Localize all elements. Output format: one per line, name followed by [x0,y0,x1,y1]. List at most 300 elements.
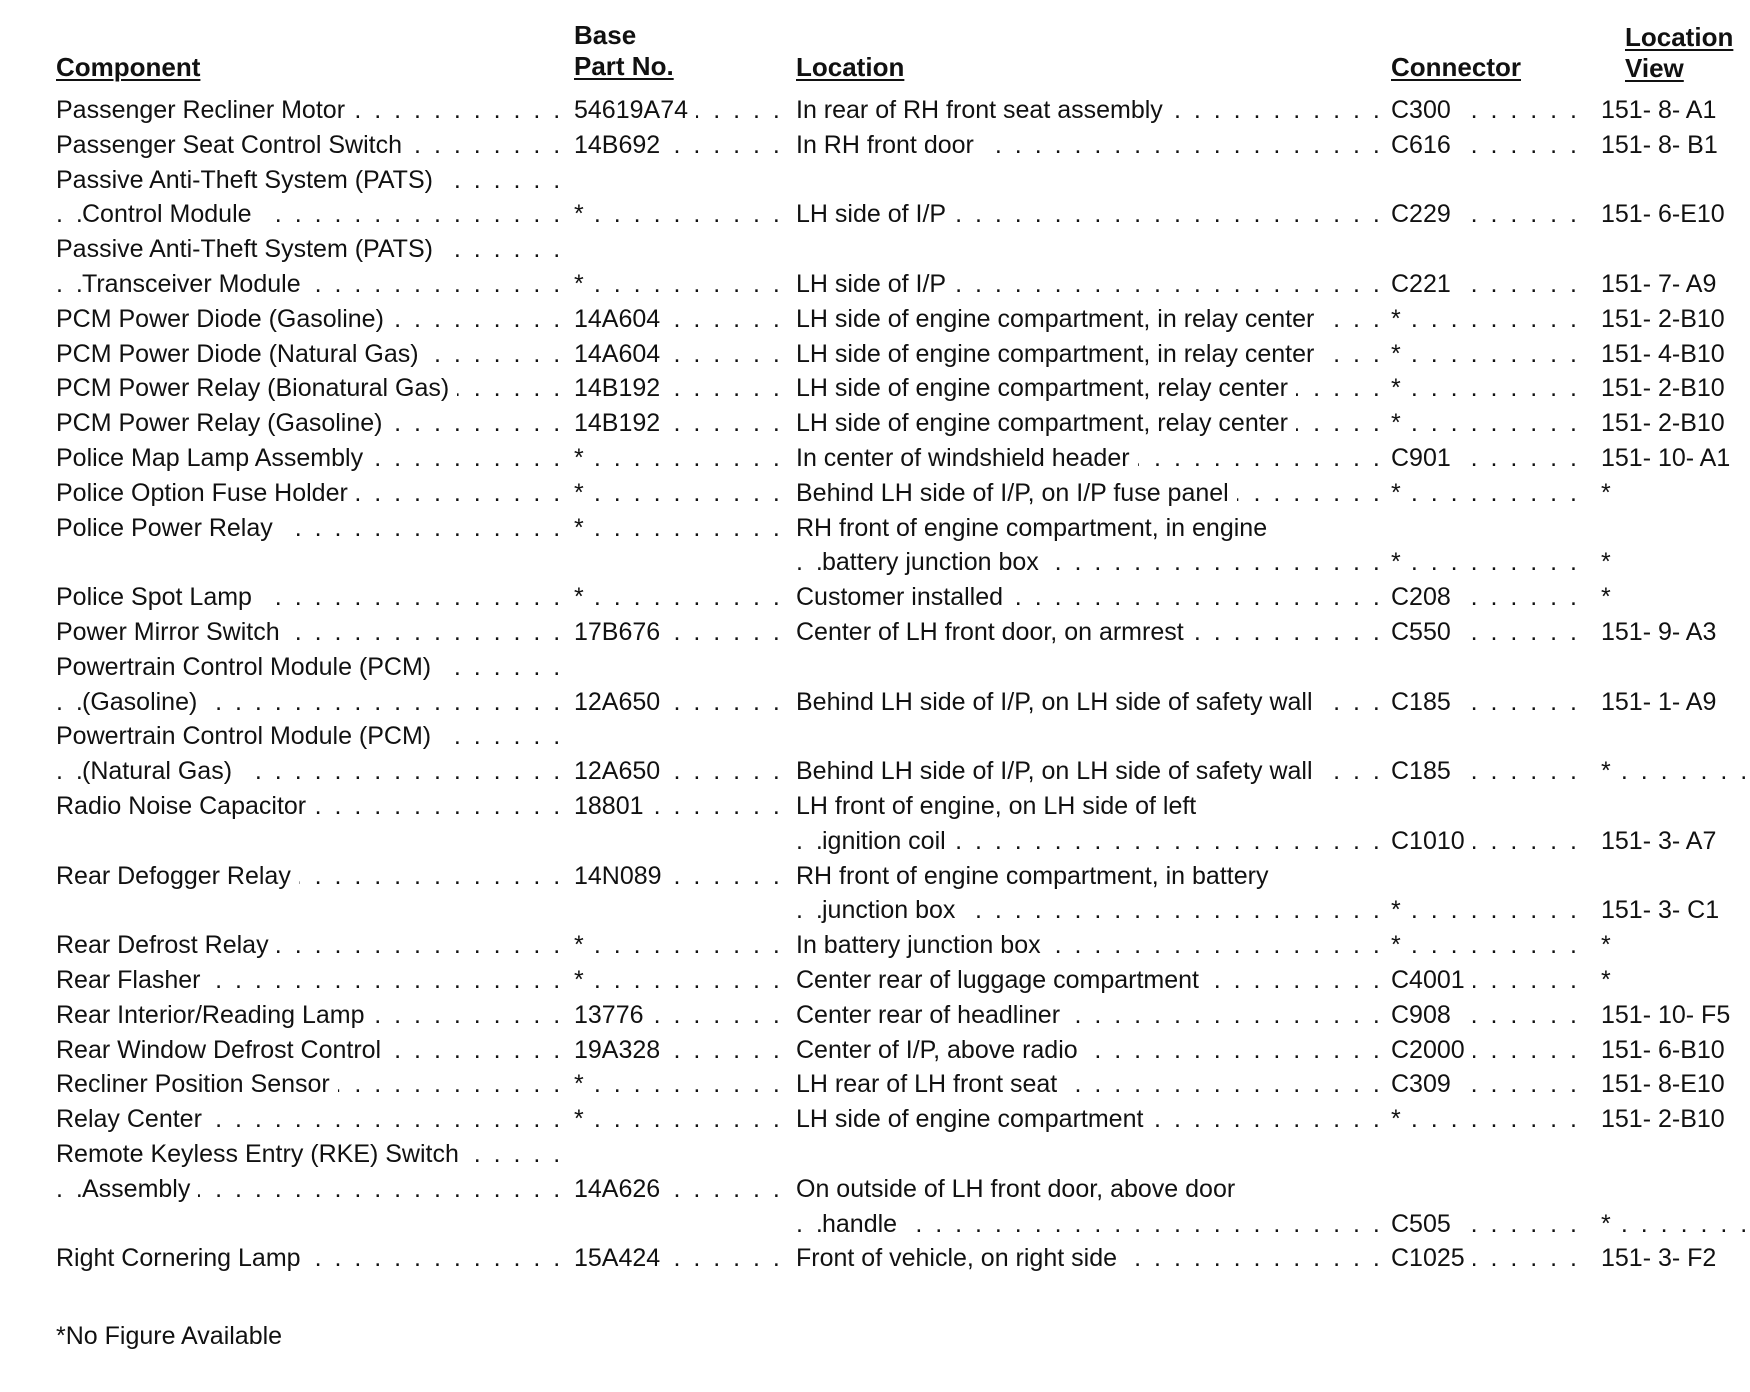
component-cell [56,337,561,372]
dot-leader [1391,1102,1591,1137]
component-cell-text: Right Cornering Lamp [56,1244,309,1272]
component-cell [56,1102,561,1137]
table-row [0,650,1750,685]
part-number-cell [574,511,792,546]
connector-cell-text: C1010 [1391,827,1473,855]
table-row [0,93,1750,128]
part-number-cell-text: 13776 [574,1001,652,1029]
part-number-cell [574,93,792,128]
component-cell [56,511,561,546]
connector-cell [1391,1241,1591,1276]
part-number-cell [574,371,792,406]
dot-leader [1391,337,1591,372]
part-number-cell [574,859,792,894]
location-cell [796,1067,1381,1102]
part-number-cell [574,1241,792,1276]
part-number-cell-text: 14B192 [574,374,668,402]
location-view-cell [1601,1033,1746,1068]
table-row [0,998,1750,1033]
location-view-cell [1601,1067,1746,1102]
connector-cell [1391,615,1591,650]
header-location-view [1625,22,1733,84]
location-view-cell-text: 151- 6-B10 [1601,1036,1733,1064]
connector-cell [1391,685,1591,720]
dot-leader [1391,928,1591,963]
location-cell-text: junction box [822,896,963,924]
part-number-cell-text: 14A604 [574,340,668,368]
component-cell [56,128,561,163]
location-cell-text: Behind LH side of I/P, on LH side of safety wall [796,688,1321,716]
part-number-cell-text: 14A604 [574,305,668,333]
location-cell-text: Front of vehicle, on right side [796,1244,1125,1272]
part-number-cell-text: * [574,479,592,507]
part-number-cell [574,1033,792,1068]
location-cell-text: RH front of engine compartment, in battery [796,862,1276,890]
component-cell-text: Passive Anti-Theft System (PATS) [56,166,441,194]
connector-cell [1391,441,1591,476]
location-cell-text: On outside of LH front door, above door [796,1175,1243,1203]
location-view-cell [1601,371,1746,406]
connector-cell [1391,998,1591,1033]
connector-cell-text: C221 [1391,270,1459,298]
table-row [0,267,1750,302]
component-cell-text: Police Map Lamp Assembly [56,444,371,472]
location-view-cell [1601,1207,1746,1242]
location-cell [796,893,1381,928]
component-cell-text: PCM Power Relay (Bionatural Gas) [56,374,457,402]
connector-cell-text: C208 [1391,583,1459,611]
component-cell-text: Relay Center [56,1105,210,1133]
location-cell [796,580,1381,615]
part-number-cell-text: 12A650 [574,757,668,785]
connector-cell [1391,1067,1591,1102]
connector-cell-text: * [1391,305,1409,333]
connector-cell-text: * [1391,896,1409,924]
location-view-cell [1601,893,1746,928]
table-row [0,1067,1750,1102]
table-row [0,163,1750,198]
table-row [0,406,1750,441]
location-view-cell [1601,302,1746,337]
location-view-cell [1601,337,1746,372]
location-view-cell [1601,998,1746,1033]
location-cell [796,615,1381,650]
component-cell [56,1241,561,1276]
dot-leader [1391,406,1591,441]
location-cell [796,1102,1381,1137]
location-view-cell [1601,580,1746,615]
location-view-cell-text: * [1601,757,1619,785]
location-view-cell-text: 151- 2-B10 [1601,409,1733,437]
location-view-cell-text: 151- 2-B10 [1601,374,1733,402]
part-number-cell [574,615,792,650]
location-cell [796,93,1381,128]
part-number-cell [574,1067,792,1102]
part-number-cell-text: * [574,583,592,611]
connector-cell [1391,267,1591,302]
dot-leader [574,928,792,963]
component-cell [56,998,561,1033]
connector-cell [1391,302,1591,337]
component-cell-text: PCM Power Diode (Natural Gas) [56,340,427,368]
location-view-cell-text: * [1601,583,1619,611]
dot-leader [1391,302,1591,337]
location-cell [796,754,1381,789]
location-view-cell-text: 151- 9- A3 [1601,618,1724,646]
connector-cell-text: * [1391,374,1409,402]
component-cell-text: Rear Flasher [56,966,209,994]
connector-cell-text: C2000 [1391,1036,1473,1064]
part-number-cell-text: * [574,966,592,994]
connector-cell-text: C908 [1391,1001,1459,1029]
component-cell [56,1067,561,1102]
connector-cell-text: C1025 [1391,1244,1473,1272]
connector-cell [1391,337,1591,372]
table-row [0,719,1750,754]
location-cell-text: LH side of engine compartment, relay center [796,409,1296,437]
part-number-cell-text: * [574,270,592,298]
component-cell [56,232,561,267]
component-cell [56,859,561,894]
connector-cell [1391,1102,1591,1137]
part-number-cell-text: 14B692 [574,131,668,159]
part-number-cell [574,267,792,302]
connector-cell-text: C229 [1391,200,1459,228]
location-view-cell [1601,128,1746,163]
part-number-cell-text: 17B676 [574,618,668,646]
table-row [0,337,1750,372]
location-view-cell-text: 151- 6-E10 [1601,200,1733,228]
table-row [0,615,1750,650]
connector-cell [1391,128,1591,163]
component-cell-text: Rear Interior/Reading Lamp [56,1001,373,1029]
location-view-cell-text: 151- 3- C1 [1601,896,1727,924]
dot-leader [574,267,792,302]
connector-cell [1391,371,1591,406]
dot-leader [1391,893,1591,928]
component-cell-text: Passive Anti-Theft System (PATS) [56,235,441,263]
component-cell [56,1137,561,1172]
table-row [0,963,1750,998]
part-number-cell-text: 18801 [574,792,652,820]
location-cell-text: ignition coil [822,827,954,855]
header-location: Location [796,52,905,82]
part-number-cell [574,197,792,232]
header-base-part [574,20,674,82]
location-view-cell [1601,963,1746,998]
part-number-cell-text: * [574,931,592,959]
part-number-cell-text: 19A328 [574,1036,668,1064]
location-view-cell [1601,824,1746,859]
connector-cell-text: * [1391,409,1409,437]
location-cell [796,859,1381,894]
component-cell [56,197,561,232]
location-view-cell-text: 151- 10- F5 [1601,1001,1738,1029]
component-cell [56,580,561,615]
dot-leader [1601,754,1746,789]
location-cell-text: Behind LH side of I/P, on I/P fuse panel [796,479,1237,507]
footnote: *No Figure Available [56,1322,283,1350]
component-cell-text: Police Power Relay [56,514,281,542]
table-row [0,789,1750,824]
location-view-cell-text: 151- 2-B10 [1601,305,1733,333]
location-view-cell-text: * [1601,479,1619,507]
location-view-cell-text: 151- 10- A1 [1601,444,1738,472]
location-cell-text: RH front of engine compartment, in engine [796,514,1275,542]
location-cell [796,128,1381,163]
table-row [0,1172,1750,1207]
location-cell [796,406,1381,441]
connector-cell [1391,545,1591,580]
location-cell-text: Center rear of headliner [796,1001,1068,1029]
location-cell [796,1172,1381,1207]
connector-cell-text: C185 [1391,688,1459,716]
location-view-cell-text: 151- 4-B10 [1601,340,1733,368]
dot-leader [1391,545,1591,580]
location-cell [796,998,1381,1033]
component-cell [56,267,561,302]
location-view-cell-text: 151- 8- B1 [1601,131,1726,159]
component-cell [56,476,561,511]
location-cell-text: LH side of I/P [796,200,954,228]
part-number-cell-text: 12A650 [574,688,668,716]
location-cell-text: Center rear of luggage compartment [796,966,1207,994]
part-number-cell [574,963,792,998]
part-number-cell-text: 15A424 [574,1244,668,1272]
part-number-cell-text: * [574,514,592,542]
location-cell-text: Customer installed [796,583,1011,611]
part-number-cell-text: * [574,1105,592,1133]
dot-leader [574,963,792,998]
connector-cell [1391,406,1591,441]
table-row [0,1033,1750,1068]
connector-cell [1391,1207,1591,1242]
location-cell-text: LH rear of LH front seat [796,1070,1065,1098]
component-cell-text: Police Spot Lamp [56,583,260,611]
table-row [0,685,1750,720]
location-view-cell [1601,754,1746,789]
location-view-cell-text: 151- 2-B10 [1601,1105,1733,1133]
location-cell [796,963,1381,998]
location-view-cell [1601,615,1746,650]
component-cell [56,754,561,789]
component-cell-text: (Natural Gas) [82,757,240,785]
component-cell-text: (Gasoline) [82,688,205,716]
location-cell [796,337,1381,372]
connector-cell [1391,893,1591,928]
table-row [0,754,1750,789]
connector-cell-text: * [1391,548,1409,576]
component-cell [56,789,561,824]
component-cell-text: Power Mirror Switch [56,618,288,646]
connector-cell-text: * [1391,1105,1409,1133]
dot-leader [1391,476,1591,511]
dot-leader [1601,1207,1746,1242]
part-number-cell-text: * [574,444,592,472]
location-view-cell-text: 151- 1- A9 [1601,688,1724,716]
component-cell [56,963,561,998]
location-view-cell-text: 151- 3- F2 [1601,1244,1724,1272]
location-cell-text: In rear of RH front seat assembly [796,96,1171,124]
part-number-cell-text: 14N089 [574,862,670,890]
part-number-cell [574,685,792,720]
component-cell-text: Rear Defrost Relay [56,931,277,959]
location-view-cell [1601,476,1746,511]
part-number-cell [574,302,792,337]
part-number-cell [574,928,792,963]
table-row [0,1207,1750,1242]
connector-cell-text: * [1391,479,1409,507]
dot-leader [574,580,792,615]
location-cell [796,197,1381,232]
location-view-cell-text: * [1601,966,1619,994]
connector-cell-text: C185 [1391,757,1459,785]
location-cell-text: In center of windshield header [796,444,1138,472]
connector-cell [1391,824,1591,859]
part-number-cell-text: 14B192 [574,409,668,437]
location-cell [796,441,1381,476]
component-cell [56,441,561,476]
component-cell-text: Assembly [82,1175,198,1203]
component-cell-text: Recliner Position Sensor [56,1070,338,1098]
location-cell [796,267,1381,302]
location-view-cell-text: 151- 8- A1 [1601,96,1724,124]
table-row [0,302,1750,337]
part-number-cell-text: 14A626 [574,1175,668,1203]
table-row [0,371,1750,406]
header-component: Component [56,52,201,82]
dot-leader [574,511,792,546]
location-cell [796,789,1381,824]
location-view-cell-text: * [1601,1210,1619,1238]
dot-leader [574,441,792,476]
location-view-cell [1601,197,1746,232]
location-cell-text: Center of I/P, above radio [796,1036,1086,1064]
connector-cell-text: C616 [1391,131,1459,159]
component-cell-text: Passenger Recliner Motor [56,96,353,124]
part-number-cell [574,580,792,615]
dot-leader [1391,371,1591,406]
component-cell-text: Rear Defogger Relay [56,862,299,890]
component-cell [56,93,561,128]
header-base-part-line2: Part No. [574,51,674,81]
part-number-cell [574,337,792,372]
location-cell-text: LH side of I/P [796,270,954,298]
location-cell [796,1033,1381,1068]
table-row [0,928,1750,963]
location-cell-text: Center of LH front door, on armrest [796,618,1192,646]
component-cell [56,719,561,754]
component-cell-text: Police Option Fuse Holder [56,479,356,507]
location-view-cell-text: * [1601,548,1619,576]
connector-cell [1391,197,1591,232]
table-row [0,1137,1750,1172]
dot-leader [574,1067,792,1102]
connector-cell-text: C309 [1391,1070,1459,1098]
component-cell-text: Powertrain Control Module (PCM) [56,722,439,750]
dot-leader [574,476,792,511]
dot-leader [574,197,792,232]
location-cell [796,302,1381,337]
location-cell-text: LH side of engine compartment [796,1105,1151,1133]
location-cell [796,545,1381,580]
connector-cell [1391,580,1591,615]
component-cell-text: PCM Power Relay (Gasoline) [56,409,391,437]
location-cell-text: LH side of engine compartment, in relay center [796,340,1322,368]
location-view-cell [1601,441,1746,476]
component-cell-text: Radio Noise Capacitor [56,792,314,820]
table-row [0,580,1750,615]
component-cell-text: PCM Power Diode (Gasoline) [56,305,392,333]
location-cell [796,511,1381,546]
table-row [0,1102,1750,1137]
header-base-part-line1: Base [574,20,637,50]
table-row [0,545,1750,580]
component-cell-text: Transceiver Module [82,270,309,298]
location-view-cell [1601,685,1746,720]
table-row [0,476,1750,511]
connector-cell-text: C901 [1391,444,1459,472]
component-cell [56,928,561,963]
table-row [0,197,1750,232]
component-cell [56,302,561,337]
connector-cell [1391,963,1591,998]
part-number-cell [574,789,792,824]
table-row [0,128,1750,163]
location-cell-text: In RH front door [796,131,982,159]
part-number-cell [574,128,792,163]
location-cell-text: handle [822,1210,905,1238]
connector-cell [1391,476,1591,511]
location-cell [796,476,1381,511]
table-row [0,1241,1750,1276]
header-connector: Connector [1391,52,1521,82]
location-view-cell-text: 151- 7- A9 [1601,270,1724,298]
table-row [0,441,1750,476]
header-location-view-line2: View [1625,53,1684,83]
location-view-cell [1601,93,1746,128]
component-cell [56,163,561,198]
location-view-cell [1601,928,1746,963]
table-row [0,824,1750,859]
location-cell [796,824,1381,859]
location-view-cell-text: 151- 8-E10 [1601,1070,1733,1098]
part-number-cell [574,998,792,1033]
component-cell-text: Powertrain Control Module (PCM) [56,653,439,681]
location-cell [796,1207,1381,1242]
component-cell-text: Remote Keyless Entry (RKE) Switch [56,1140,467,1168]
location-cell-text: LH front of engine, on LH side of left [796,792,1204,820]
part-number-cell [574,406,792,441]
connector-cell-text: C550 [1391,618,1459,646]
location-cell [796,928,1381,963]
part-number-cell [574,441,792,476]
table-row [0,232,1750,267]
connector-cell-text: * [1391,931,1409,959]
table-row [0,511,1750,546]
component-cell [56,685,561,720]
location-cell-text: In battery junction box [796,931,1049,959]
connector-cell-text: C4001 [1391,966,1473,994]
connector-cell [1391,754,1591,789]
part-number-cell-text: 54619A74 [574,96,696,124]
location-view-cell [1601,1241,1746,1276]
connector-cell [1391,928,1591,963]
component-cell-text: Rear Window Defrost Control [56,1036,389,1064]
component-cell [56,615,561,650]
location-cell-text: battery junction box [822,548,1047,576]
component-cell [56,371,561,406]
